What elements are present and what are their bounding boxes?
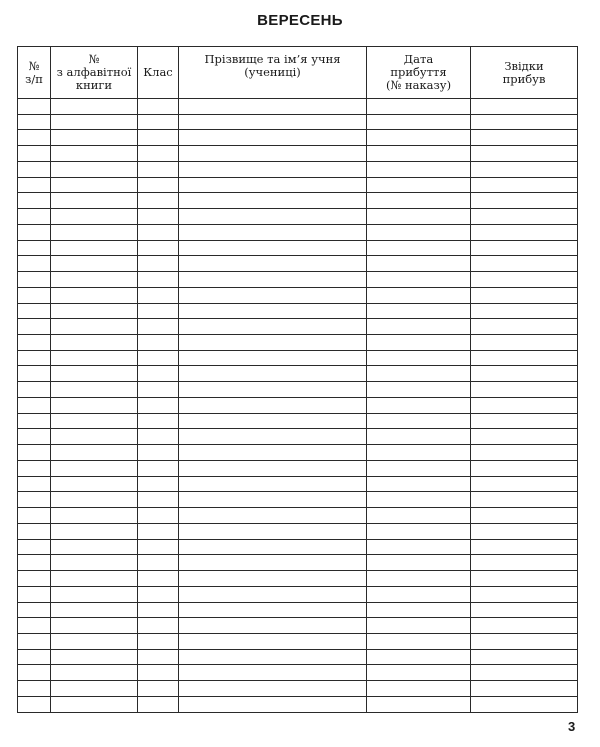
cell-alphabet-book-number[interactable] (51, 319, 138, 335)
cell-arrival-date[interactable] (367, 633, 471, 649)
cell-arrival-date[interactable] (367, 539, 471, 555)
cell-alphabet-book-number[interactable] (51, 681, 138, 697)
cell-arrival-date[interactable] (367, 665, 471, 681)
cell-class[interactable] (138, 256, 179, 272)
cell-class[interactable] (138, 335, 179, 351)
cell-arrived-from[interactable] (471, 555, 578, 571)
cell-number[interactable] (18, 618, 51, 634)
table-row (18, 523, 578, 539)
cell-alphabet-book-number[interactable] (51, 161, 138, 177)
cell-arrival-date[interactable] (367, 460, 471, 476)
cell-alphabet-book-number[interactable] (51, 649, 138, 665)
cell-student-name[interactable] (179, 492, 367, 508)
table-row (18, 335, 578, 351)
cell-student-name[interactable] (179, 665, 367, 681)
cell-arrived-from[interactable] (471, 114, 578, 130)
cell-alphabet-book-number[interactable] (51, 209, 138, 225)
col-header-arrived-from: Звідки прибув (471, 47, 578, 99)
cell-arrival-date[interactable] (367, 287, 471, 303)
cell-alphabet-book-number[interactable] (51, 287, 138, 303)
cell-student-name[interactable] (179, 366, 367, 382)
table-row (18, 649, 578, 665)
table-row (18, 382, 578, 398)
cell-arrival-date[interactable] (367, 303, 471, 319)
cell-class[interactable] (138, 397, 179, 413)
cell-alphabet-book-number[interactable] (51, 146, 138, 162)
cell-arrival-date[interactable] (367, 240, 471, 256)
cell-number[interactable] (18, 413, 51, 429)
cell-class[interactable] (138, 633, 179, 649)
cell-arrived-from[interactable] (471, 476, 578, 492)
table-row (18, 366, 578, 382)
cell-arrival-date[interactable] (367, 696, 471, 712)
cell-arrival-date[interactable] (367, 445, 471, 461)
cell-class[interactable] (138, 130, 179, 146)
cell-student-name[interactable] (179, 539, 367, 555)
cell-number[interactable] (18, 460, 51, 476)
cell-student-name[interactable] (179, 193, 367, 209)
table-row (18, 319, 578, 335)
cell-class[interactable] (138, 460, 179, 476)
cell-class[interactable] (138, 539, 179, 555)
cell-arrival-date[interactable] (367, 209, 471, 225)
cell-arrived-from[interactable] (471, 256, 578, 272)
col-header-class: Клас (138, 47, 179, 99)
cell-alphabet-book-number[interactable] (51, 602, 138, 618)
cell-number[interactable] (18, 397, 51, 413)
cell-student-name[interactable] (179, 209, 367, 225)
cell-class[interactable] (138, 445, 179, 461)
table-row (18, 492, 578, 508)
cell-arrived-from[interactable] (471, 272, 578, 288)
cell-arrival-date[interactable] (367, 618, 471, 634)
cell-number[interactable] (18, 335, 51, 351)
cell-number[interactable] (18, 114, 51, 130)
cell-number[interactable] (18, 366, 51, 382)
cell-alphabet-book-number[interactable] (51, 523, 138, 539)
cell-number[interactable] (18, 539, 51, 555)
cell-student-name[interactable] (179, 649, 367, 665)
cell-alphabet-book-number[interactable] (51, 397, 138, 413)
cell-arrived-from[interactable] (471, 571, 578, 587)
cell-number[interactable] (18, 508, 51, 524)
cell-student-name[interactable] (179, 303, 367, 319)
cell-alphabet-book-number[interactable] (51, 272, 138, 288)
cell-arrival-date[interactable] (367, 476, 471, 492)
cell-arrival-date[interactable] (367, 224, 471, 240)
cell-number[interactable] (18, 303, 51, 319)
cell-class[interactable] (138, 303, 179, 319)
cell-arrival-date[interactable] (367, 335, 471, 351)
table-row (18, 303, 578, 319)
cell-class[interactable] (138, 618, 179, 634)
cell-student-name[interactable] (179, 382, 367, 398)
cell-number[interactable] (18, 287, 51, 303)
cell-arrived-from[interactable] (471, 539, 578, 555)
cell-class[interactable] (138, 177, 179, 193)
cell-arrived-from[interactable] (471, 161, 578, 177)
cell-alphabet-book-number[interactable] (51, 618, 138, 634)
table-row (18, 177, 578, 193)
cell-student-name[interactable] (179, 633, 367, 649)
table-row (18, 665, 578, 681)
table-row (18, 460, 578, 476)
cell-arrived-from[interactable] (471, 303, 578, 319)
cell-arrival-date[interactable] (367, 586, 471, 602)
col-header-student-name: Прізвище та ім’я учня (учениці) (179, 47, 367, 99)
cell-arrived-from[interactable] (471, 696, 578, 712)
cell-arrived-from[interactable] (471, 146, 578, 162)
cell-student-name[interactable] (179, 99, 367, 115)
cell-class[interactable] (138, 649, 179, 665)
cell-arrival-date[interactable] (367, 382, 471, 398)
cell-arrival-date[interactable] (367, 397, 471, 413)
cell-number[interactable] (18, 240, 51, 256)
cell-student-name[interactable] (179, 287, 367, 303)
table-row (18, 508, 578, 524)
cell-class[interactable] (138, 586, 179, 602)
table-row (18, 99, 578, 115)
cell-class[interactable] (138, 555, 179, 571)
cell-alphabet-book-number[interactable] (51, 382, 138, 398)
cell-class[interactable] (138, 193, 179, 209)
cell-number[interactable] (18, 429, 51, 445)
page-title: ВЕРЕСЕНЬ (257, 12, 343, 29)
cell-class[interactable] (138, 602, 179, 618)
table-row (18, 350, 578, 366)
cell-class[interactable] (138, 161, 179, 177)
cell-number[interactable] (18, 571, 51, 587)
table-row (18, 681, 578, 697)
cell-student-name[interactable] (179, 319, 367, 335)
cell-arrived-from[interactable] (471, 523, 578, 539)
cell-number[interactable] (18, 382, 51, 398)
cell-number[interactable] (18, 209, 51, 225)
cell-number[interactable] (18, 586, 51, 602)
cell-alphabet-book-number[interactable] (51, 460, 138, 476)
cell-alphabet-book-number[interactable] (51, 555, 138, 571)
table-row (18, 224, 578, 240)
cell-student-name[interactable] (179, 240, 367, 256)
cell-arrived-from[interactable] (471, 681, 578, 697)
cell-number[interactable] (18, 161, 51, 177)
table-row (18, 146, 578, 162)
cell-arrived-from[interactable] (471, 130, 578, 146)
cell-arrival-date[interactable] (367, 177, 471, 193)
cell-alphabet-book-number[interactable] (51, 445, 138, 461)
cell-student-name[interactable] (179, 618, 367, 634)
cell-class[interactable] (138, 99, 179, 115)
table-row (18, 445, 578, 461)
cell-arrived-from[interactable] (471, 665, 578, 681)
cell-class[interactable] (138, 209, 179, 225)
cell-arrived-from[interactable] (471, 649, 578, 665)
cell-arrival-date[interactable] (367, 508, 471, 524)
cell-class[interactable] (138, 413, 179, 429)
cell-arrival-date[interactable] (367, 256, 471, 272)
cell-alphabet-book-number[interactable] (51, 571, 138, 587)
cell-alphabet-book-number[interactable] (51, 193, 138, 209)
cell-student-name[interactable] (179, 681, 367, 697)
cell-alphabet-book-number[interactable] (51, 508, 138, 524)
table-row (18, 240, 578, 256)
page-number: 3 (568, 719, 576, 734)
cell-student-name[interactable] (179, 335, 367, 351)
cell-number[interactable] (18, 256, 51, 272)
cell-class[interactable] (138, 429, 179, 445)
cell-arrival-date[interactable] (367, 681, 471, 697)
cell-arrived-from[interactable] (471, 350, 578, 366)
table-row (18, 476, 578, 492)
cell-alphabet-book-number[interactable] (51, 114, 138, 130)
table-row (18, 602, 578, 618)
table-row (18, 209, 578, 225)
cell-student-name[interactable] (179, 586, 367, 602)
cell-student-name[interactable] (179, 350, 367, 366)
cell-arrived-from[interactable] (471, 508, 578, 524)
cell-number[interactable] (18, 492, 51, 508)
cell-alphabet-book-number[interactable] (51, 586, 138, 602)
cell-student-name[interactable] (179, 224, 367, 240)
cell-alphabet-book-number[interactable] (51, 429, 138, 445)
arrivals-register-table (17, 46, 578, 713)
cell-number[interactable] (18, 272, 51, 288)
cell-alphabet-book-number[interactable] (51, 350, 138, 366)
cell-arrived-from[interactable] (471, 633, 578, 649)
cell-alphabet-book-number[interactable] (51, 492, 138, 508)
cell-class[interactable] (138, 272, 179, 288)
cell-arrived-from[interactable] (471, 240, 578, 256)
cell-student-name[interactable] (179, 146, 367, 162)
table-row (18, 539, 578, 555)
cell-number[interactable] (18, 319, 51, 335)
cell-arrival-date[interactable] (367, 492, 471, 508)
cell-class[interactable] (138, 319, 179, 335)
cell-arrival-date[interactable] (367, 523, 471, 539)
table-row (18, 633, 578, 649)
col-header-alphabet-book-number: № з алфавітної книги (51, 47, 138, 99)
cell-class[interactable] (138, 523, 179, 539)
cell-arrived-from[interactable] (471, 413, 578, 429)
cell-arrived-from[interactable] (471, 429, 578, 445)
cell-arrival-date[interactable] (367, 272, 471, 288)
cell-number[interactable] (18, 602, 51, 618)
cell-class[interactable] (138, 350, 179, 366)
cell-student-name[interactable] (179, 161, 367, 177)
cell-number[interactable] (18, 696, 51, 712)
cell-arrived-from[interactable] (471, 602, 578, 618)
cell-arrival-date[interactable] (367, 114, 471, 130)
table-row (18, 287, 578, 303)
table-row (18, 413, 578, 429)
cell-arrival-date[interactable] (367, 649, 471, 665)
cell-number[interactable] (18, 445, 51, 461)
cell-number[interactable] (18, 99, 51, 115)
cell-arrival-date[interactable] (367, 602, 471, 618)
cell-number[interactable] (18, 130, 51, 146)
table-row (18, 256, 578, 272)
cell-student-name[interactable] (179, 602, 367, 618)
cell-number[interactable] (18, 193, 51, 209)
cell-arrived-from[interactable] (471, 492, 578, 508)
table-row (18, 161, 578, 177)
cell-arrival-date[interactable] (367, 350, 471, 366)
cell-class[interactable] (138, 146, 179, 162)
cell-student-name[interactable] (179, 571, 367, 587)
cell-class[interactable] (138, 681, 179, 697)
table-row (18, 429, 578, 445)
table-row (18, 193, 578, 209)
cell-student-name[interactable] (179, 114, 367, 130)
cell-alphabet-book-number[interactable] (51, 696, 138, 712)
cell-alphabet-book-number[interactable] (51, 633, 138, 649)
cell-arrived-from[interactable] (471, 618, 578, 634)
cell-student-name[interactable] (179, 272, 367, 288)
cell-student-name[interactable] (179, 555, 367, 571)
cell-alphabet-book-number[interactable] (51, 303, 138, 319)
cell-class[interactable] (138, 240, 179, 256)
cell-arrived-from[interactable] (471, 397, 578, 413)
cell-arrived-from[interactable] (471, 319, 578, 335)
cell-alphabet-book-number[interactable] (51, 130, 138, 146)
cell-arrived-from[interactable] (471, 460, 578, 476)
cell-class[interactable] (138, 382, 179, 398)
cell-class[interactable] (138, 492, 179, 508)
cell-number[interactable] (18, 649, 51, 665)
table-row (18, 571, 578, 587)
cell-arrived-from[interactable] (471, 445, 578, 461)
cell-class[interactable] (138, 508, 179, 524)
cell-student-name[interactable] (179, 460, 367, 476)
cell-arrival-date[interactable] (367, 555, 471, 571)
cell-student-name[interactable] (179, 476, 367, 492)
cell-arrived-from[interactable] (471, 382, 578, 398)
cell-alphabet-book-number[interactable] (51, 224, 138, 240)
cell-arrived-from[interactable] (471, 193, 578, 209)
cell-alphabet-book-number[interactable] (51, 240, 138, 256)
cell-number[interactable] (18, 177, 51, 193)
cell-number[interactable] (18, 224, 51, 240)
table-body (18, 99, 578, 713)
cell-arrived-from[interactable] (471, 366, 578, 382)
cell-arrived-from[interactable] (471, 224, 578, 240)
cell-number[interactable] (18, 523, 51, 539)
col-header-arrival-date: Дата прибуття (№ наказу) (367, 47, 471, 99)
table-row (18, 130, 578, 146)
cell-student-name[interactable] (179, 523, 367, 539)
cell-class[interactable] (138, 224, 179, 240)
cell-student-name[interactable] (179, 177, 367, 193)
cell-alphabet-book-number[interactable] (51, 177, 138, 193)
cell-arrived-from[interactable] (471, 209, 578, 225)
cell-alphabet-book-number[interactable] (51, 665, 138, 681)
cell-class[interactable] (138, 571, 179, 587)
cell-arrival-date[interactable] (367, 366, 471, 382)
cell-arrival-date[interactable] (367, 130, 471, 146)
table-row (18, 586, 578, 602)
cell-student-name[interactable] (179, 696, 367, 712)
cell-number[interactable] (18, 350, 51, 366)
cell-arrival-date[interactable] (367, 146, 471, 162)
cell-student-name[interactable] (179, 429, 367, 445)
cell-student-name[interactable] (179, 130, 367, 146)
table-row (18, 272, 578, 288)
cell-alphabet-book-number[interactable] (51, 413, 138, 429)
cell-alphabet-book-number[interactable] (51, 99, 138, 115)
cell-arrival-date[interactable] (367, 161, 471, 177)
cell-arrival-date[interactable] (367, 193, 471, 209)
cell-alphabet-book-number[interactable] (51, 539, 138, 555)
cell-arrived-from[interactable] (471, 586, 578, 602)
cell-class[interactable] (138, 287, 179, 303)
cell-class[interactable] (138, 114, 179, 130)
cell-student-name[interactable] (179, 397, 367, 413)
cell-student-name[interactable] (179, 445, 367, 461)
cell-class[interactable] (138, 665, 179, 681)
cell-number[interactable] (18, 633, 51, 649)
cell-arrival-date[interactable] (367, 319, 471, 335)
cell-arrival-date[interactable] (367, 413, 471, 429)
table-row (18, 555, 578, 571)
cell-arrived-from[interactable] (471, 177, 578, 193)
cell-arrived-from[interactable] (471, 335, 578, 351)
cell-class[interactable] (138, 696, 179, 712)
cell-arrival-date[interactable] (367, 429, 471, 445)
cell-arrival-date[interactable] (367, 99, 471, 115)
cell-number[interactable] (18, 665, 51, 681)
cell-number[interactable] (18, 681, 51, 697)
cell-class[interactable] (138, 476, 179, 492)
cell-alphabet-book-number[interactable] (51, 366, 138, 382)
table-header-row (18, 47, 578, 99)
cell-number[interactable] (18, 555, 51, 571)
cell-class[interactable] (138, 366, 179, 382)
cell-alphabet-book-number[interactable] (51, 256, 138, 272)
col-header-number: № з/п (18, 47, 51, 99)
cell-alphabet-book-number[interactable] (51, 476, 138, 492)
cell-number[interactable] (18, 146, 51, 162)
cell-student-name[interactable] (179, 508, 367, 524)
cell-student-name[interactable] (179, 413, 367, 429)
cell-number[interactable] (18, 476, 51, 492)
cell-arrived-from[interactable] (471, 99, 578, 115)
table-row (18, 397, 578, 413)
cell-arrived-from[interactable] (471, 287, 578, 303)
table-row (18, 114, 578, 130)
table-row (18, 696, 578, 712)
table-row (18, 618, 578, 634)
cell-student-name[interactable] (179, 256, 367, 272)
cell-alphabet-book-number[interactable] (51, 335, 138, 351)
cell-arrival-date[interactable] (367, 571, 471, 587)
